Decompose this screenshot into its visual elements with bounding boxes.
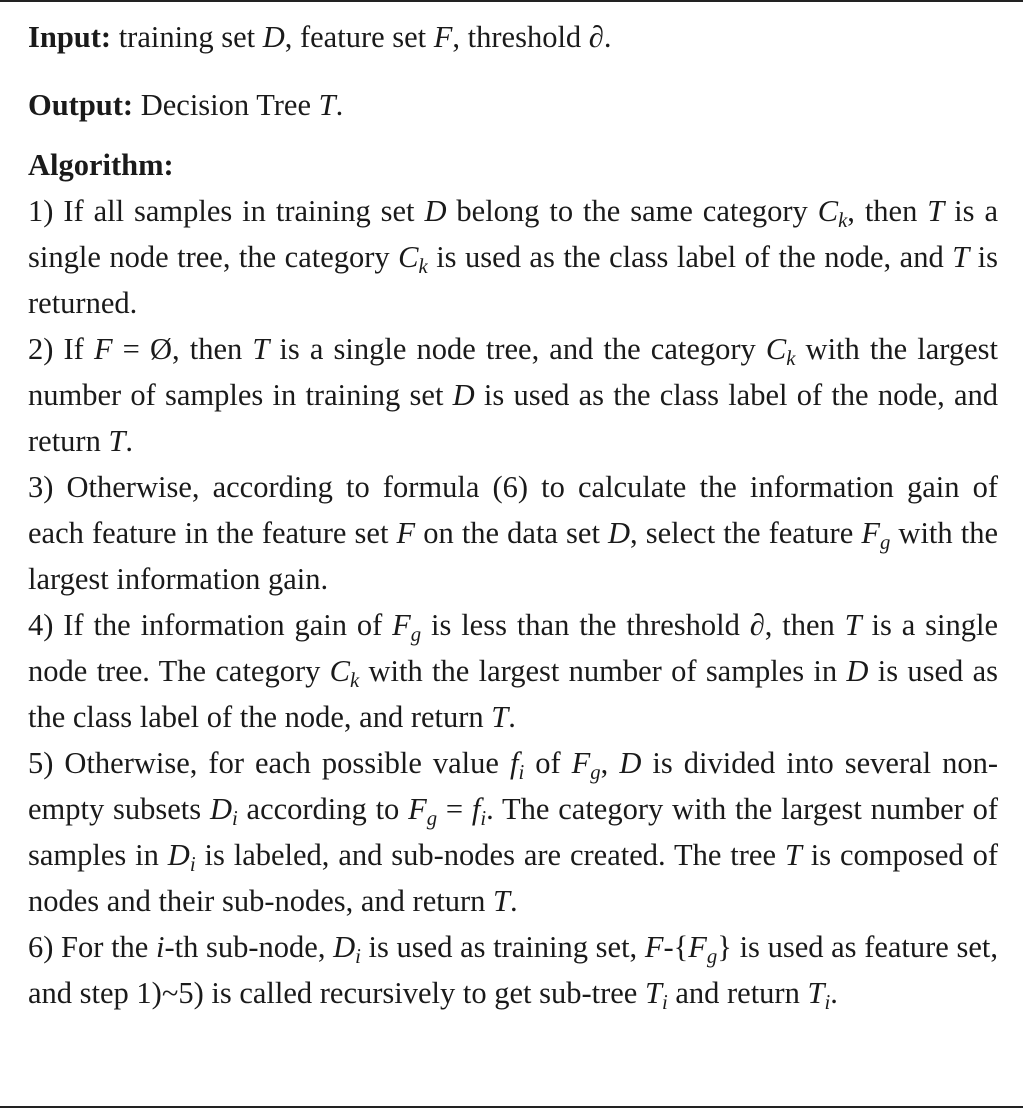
algorithm-step-4: 4) If the information gain of $F_g$ is less than the threshold ∂, then T is a single node tree. The category $C_k$ with the largest number of samples in D is used as the class label of the node, and return T. xyxy=(28,608,998,734)
input-text: training set D, feature set F, threshold ∂. xyxy=(118,20,612,54)
input-label: Input: xyxy=(28,20,112,54)
top-rule xyxy=(0,0,1023,2)
output-text: Decision Tree T. xyxy=(140,88,344,122)
algorithm-step-2: 2) If F = Ø, then T is a single node tree, and the category $C_k$ with the largest number of samples in training set D is used as the class label of the node, and return T. xyxy=(28,332,998,458)
algorithm-step-3: 3) Otherwise, according to formula (6) to calculate the information gain of each feature in the feature set F on the data set D, select the feature $F_g$ with the largest information gain. xyxy=(28,470,998,596)
bottom-rule xyxy=(0,1106,1023,1108)
output-label: Output: xyxy=(28,88,134,122)
algorithm-step-5: 5) Otherwise, for each possible value $f_i$ of $F_g$, D is divided into several non-empty subsets $D_i$ according to $F_g = f_i$. The category with the largest number of samples in $D_i$ is labeled, and sub-nodes are created. The tree T is composed of nodes and their sub-nodes, and return T. xyxy=(28,746,999,918)
output-line xyxy=(28,82,998,128)
algorithm-step-1: 1) If all samples in training set D belong to the same category $C_k$, then T is a single node tree, the category $C_k$ is used as the class label of the node, and T is returned. xyxy=(28,194,998,320)
input-line xyxy=(28,14,998,60)
algorithm-label: Algorithm: xyxy=(28,148,174,182)
algorithm-title xyxy=(28,142,998,188)
algorithm-box xyxy=(28,14,998,1016)
algorithm-step-6: 6) For the i-th sub-node, $D_i$ is used as training set, $F-\{F_g\}$ is used as feature set, and step 1)~5) is called recursively to get sub-tree $T_i$ and return $T_i$. xyxy=(28,930,998,1014)
